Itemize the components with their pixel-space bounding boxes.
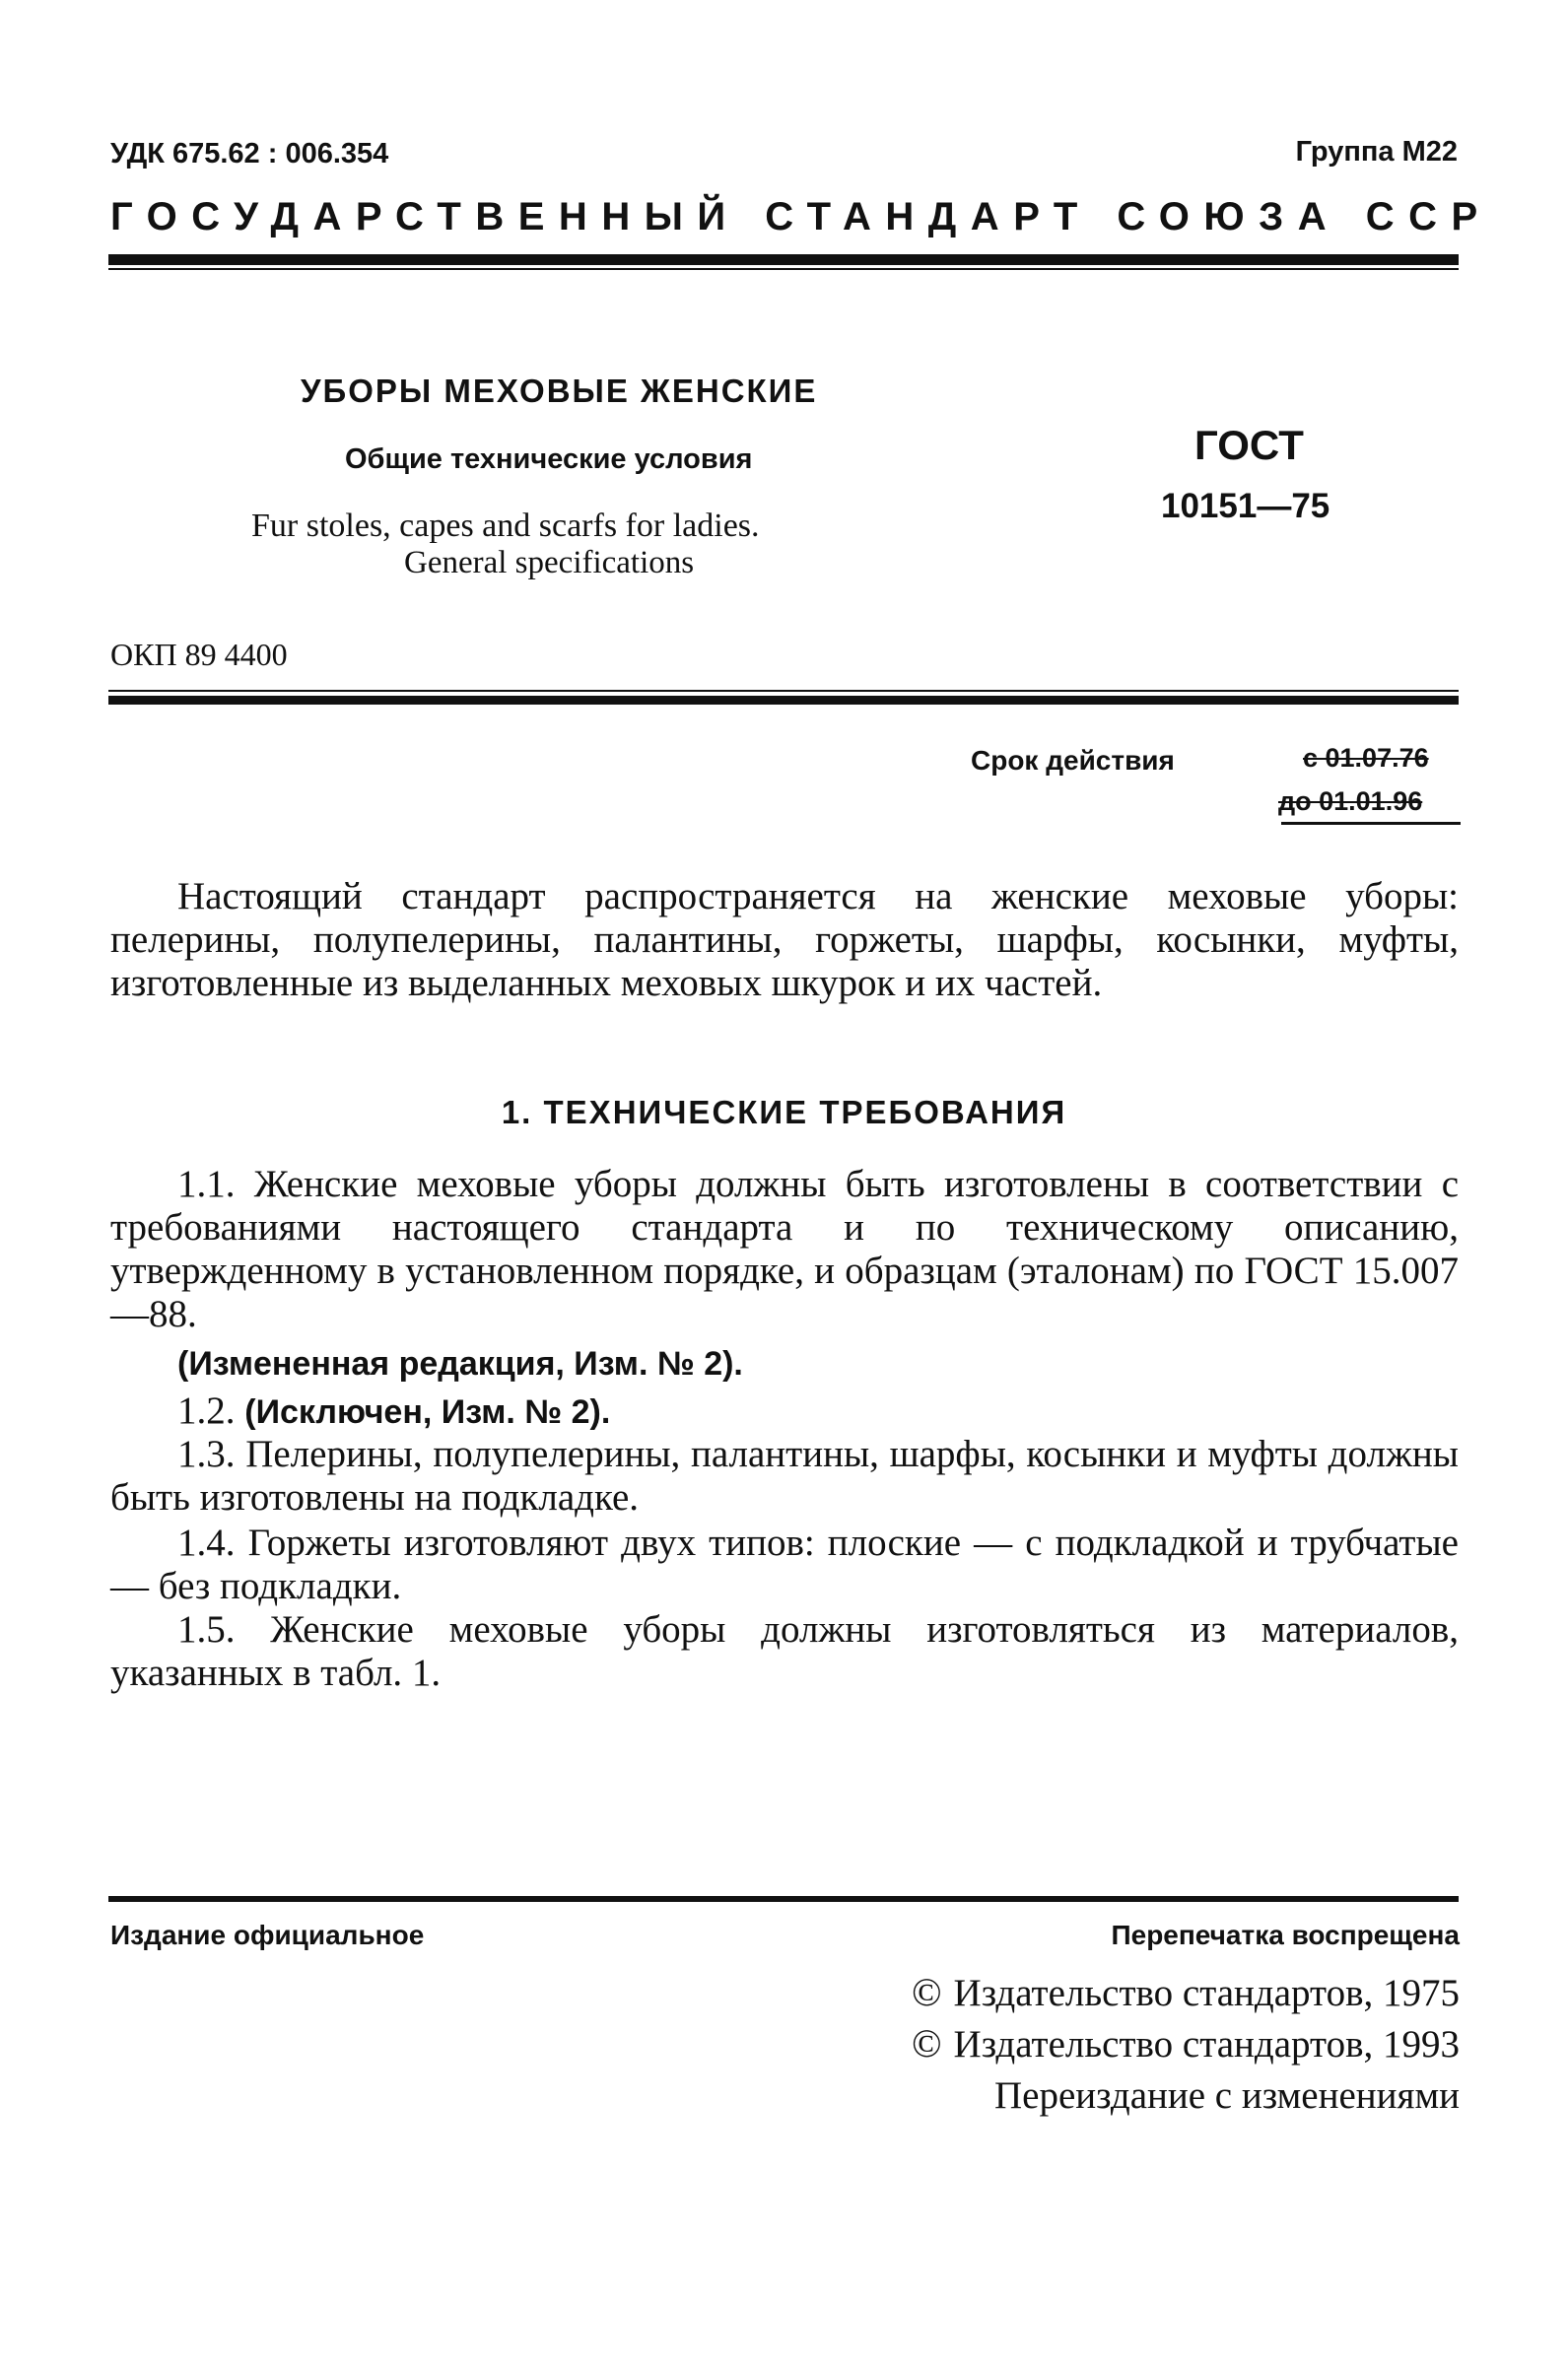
validity-from: с 01.07.76 [1303, 743, 1429, 773]
title-rule-thin [108, 690, 1459, 692]
clause-1-4: 1.4. Горжеты изготовляют двух типов: плоские — с подкладкой и трубчатые — без подкладки. [110, 1522, 1459, 1607]
gost-label: ГОСТ [1194, 422, 1304, 468]
gost-number: 10151—75 [1161, 487, 1330, 525]
footer-rule [108, 1896, 1459, 1902]
title-rule-thick [108, 696, 1459, 705]
official-edition: Издание официальное [110, 1920, 425, 1950]
header-rule-thin [108, 268, 1459, 270]
clause-1-2-number: 1.2. [177, 1389, 236, 1432]
english-title-line2: General specifications [404, 545, 695, 580]
clause-1-1: 1.1. Женские меховые уборы должны быть изготовлены в соответствии с требованиями настоящего стандарта и по техническому описанию, утвержденному в установленном порядке, и образцам (эталонам) по ГОСТ 15.007—88. [110, 1163, 1459, 1335]
clause-1-5: 1.5. Женские меховые уборы должны изготовляться из материалов, указанных в табл. 1. [110, 1608, 1459, 1694]
okp-code: ОКП 89 4400 [110, 637, 288, 672]
header-rule-thick [108, 254, 1459, 265]
copyright-1975-text: Издательство стандартов, 1975 [953, 1972, 1460, 2014]
copyright-1993 [912, 2020, 1460, 2066]
english-title-line1: Fur stoles, capes and scarfs for ladies. [251, 508, 760, 544]
clause-1-2-text: (Исключен, Изм. № 2). [244, 1393, 611, 1431]
validity-label: Срок действия [971, 745, 1175, 776]
copyright-1993-text: Издательство стандартов, 1993 [953, 2023, 1460, 2066]
document-title: УБОРЫ МЕХОВЫЕ ЖЕНСКИЕ [301, 373, 818, 409]
clause-1-1-note: (Измененная редакция, Изм. № 2). [177, 1345, 743, 1383]
clause-1-3: 1.3. Пелерины, полупелерины, палантины, шарфы, косынки и муфты должны быть изготовлены на подкладке. [110, 1433, 1459, 1519]
state-standard-heading: ГОСУДАРСТВЕННЫЙ СТАНДАРТ СОЮЗА ССР [110, 195, 1492, 238]
document-subtitle: Общие технические условия [345, 443, 753, 475]
group-code: Группа М22 [1295, 136, 1458, 168]
intro-paragraph: Настоящий стандарт распространяется на женские меховые уборы: пелерины, полупелерины, палантины, горжеты, шарфы, косынки, муфты, изготовленные из выделанных меховых шкурок и их частей. [110, 875, 1459, 1004]
validity-underline [1281, 822, 1461, 825]
validity-to: до 01.01.96 [1278, 786, 1423, 816]
reprint-prohibited: Перепечатка воспрещена [1111, 1920, 1460, 1950]
copyright-1975 [912, 1969, 1460, 2015]
clause-1-2 [110, 1389, 1459, 1434]
reissue-note: Переиздание с изменениями [994, 2074, 1460, 2117]
copyright-icon: © [912, 2021, 942, 2066]
copyright-icon: © [912, 1970, 942, 2014]
udk-code: УДК 675.62 : 006.354 [110, 138, 389, 169]
section-title: 1. ТЕХНИЧЕСКИЕ ТРЕБОВАНИЯ [501, 1094, 1067, 1130]
